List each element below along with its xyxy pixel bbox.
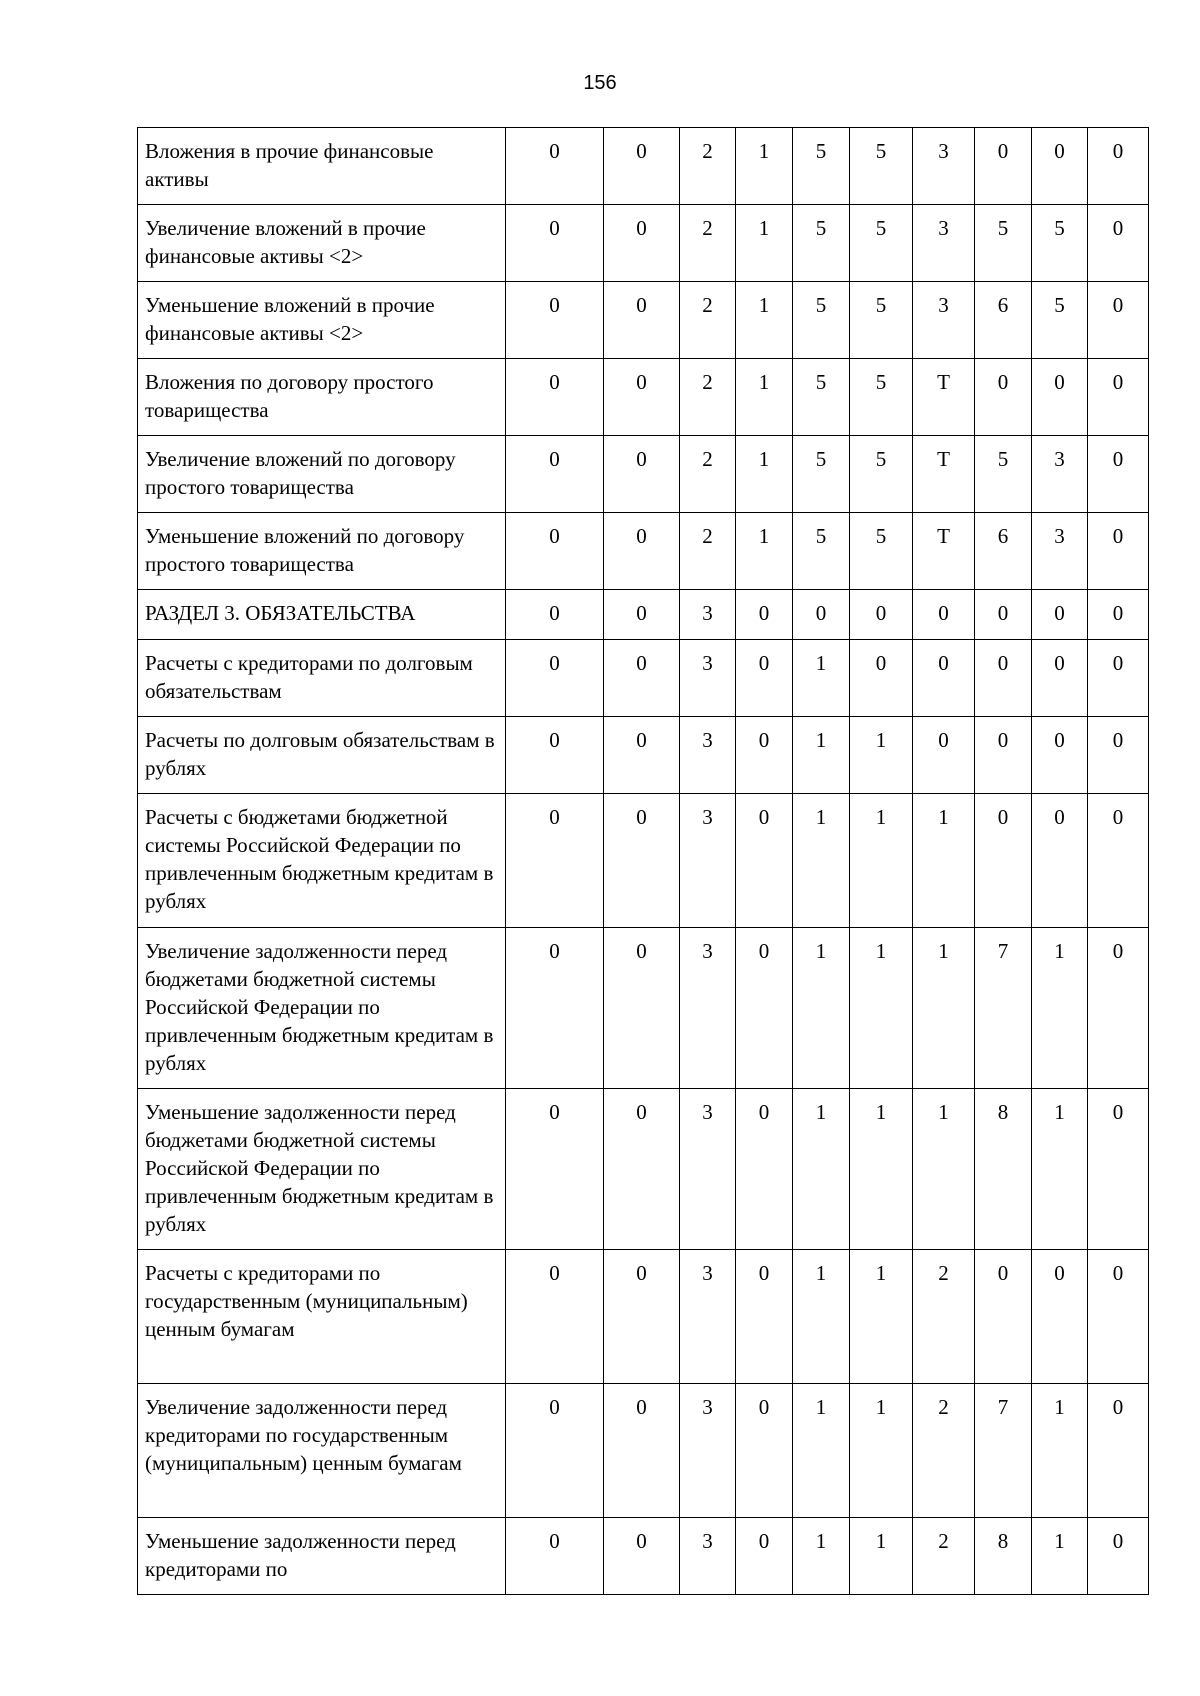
code-digit-cell: 1 [850,717,913,794]
code-digit-cell: 2 [913,1250,975,1384]
code-digit-cell: 0 [604,717,680,794]
code-digit-cell: 5 [793,282,850,359]
code-digit-cell: 0 [850,640,913,717]
code-digit-cell: 0 [506,513,604,590]
code-digit-cell: 3 [1032,436,1088,513]
code-digit-cell: Т [913,359,975,436]
code-digit-cell: 3 [1032,513,1088,590]
code-digit-cell: 0 [604,1089,680,1250]
code-digit-cell: 0 [506,717,604,794]
code-digit-cell: 1 [793,1089,850,1250]
account-name-cell: Вложения в прочие финансовые активы [138,128,506,205]
code-digit-cell: 0 [1088,640,1149,717]
code-digit-cell: 7 [975,1384,1032,1518]
code-digit-cell: 6 [975,513,1032,590]
table-row [138,1384,1149,1518]
code-digit-cell: 0 [506,1384,604,1518]
code-digit-cell: 1 [793,928,850,1089]
code-digit-cell: 2 [913,1384,975,1518]
table-row [138,359,1149,436]
account-name-cell: РАЗДЕЛ 3. ОБЯЗАТЕЛЬСТВА [138,590,506,640]
code-digit-cell: 2 [680,205,736,282]
table-row [138,794,1149,928]
account-name-cell: Расчеты с кредиторами по государственным (муниципальным) ценным бумагам [138,1250,506,1384]
code-digit-cell: 0 [506,205,604,282]
code-digit-cell: Т [913,436,975,513]
code-digit-cell: 0 [736,590,793,640]
account-name-cell: Увеличение вложений по договору простого товарищества [138,436,506,513]
code-digit-cell: 0 [1032,128,1088,205]
code-digit-cell: 5 [793,436,850,513]
code-digit-cell: 0 [736,1384,793,1518]
code-digit-cell: 1 [1032,928,1088,1089]
code-digit-cell: 1 [793,1384,850,1518]
code-digit-cell: 2 [680,513,736,590]
code-digit-cell: 5 [1032,282,1088,359]
code-digit-cell: 5 [1032,205,1088,282]
code-digit-cell: 0 [736,1089,793,1250]
account-name-cell: Уменьшение задолженности перед бюджетами бюджетной системы Российской Федерации по привлеченным бюджетным кредитам в рублях [138,1089,506,1250]
account-name-cell: Вложения по договору простого товарищества [138,359,506,436]
code-digit-cell: 3 [680,1518,736,1595]
table-row [138,928,1149,1089]
code-digit-cell: 0 [1032,717,1088,794]
code-digit-cell: 2 [680,128,736,205]
code-digit-cell: 0 [975,590,1032,640]
code-digit-cell: 0 [1032,1250,1088,1384]
code-digit-cell: 0 [736,928,793,1089]
code-digit-cell: 0 [913,717,975,794]
code-digit-cell: 5 [850,282,913,359]
code-digit-cell: 7 [975,928,1032,1089]
code-digit-cell: 0 [604,282,680,359]
code-digit-cell: 0 [1088,717,1149,794]
code-digit-cell: 2 [680,359,736,436]
code-digit-cell: 1 [793,1250,850,1384]
code-digit-cell: 5 [793,513,850,590]
code-digit-cell: 3 [680,928,736,1089]
code-digit-cell: 0 [1088,128,1149,205]
code-digit-cell: 0 [1088,282,1149,359]
table-body [138,128,1149,1595]
code-digit-cell: 1 [793,794,850,928]
code-digit-cell: 0 [1088,1089,1149,1250]
code-digit-cell: 1 [850,928,913,1089]
code-digit-cell: 1 [913,928,975,1089]
code-digit-cell: 0 [1088,205,1149,282]
code-digit-cell: 0 [1088,794,1149,928]
code-digit-cell: 0 [506,436,604,513]
code-digit-cell: 0 [1088,1518,1149,1595]
code-digit-cell: 0 [506,1518,604,1595]
code-digit-cell: 2 [680,282,736,359]
table-row [138,1250,1149,1384]
code-digit-cell: 0 [604,436,680,513]
code-digit-cell: 0 [604,513,680,590]
code-digit-cell: 8 [975,1518,1032,1595]
code-digit-cell: 1 [793,1518,850,1595]
account-name-cell: Уменьшение вложений в прочие финансовые активы <2> [138,282,506,359]
code-digit-cell: 1 [736,128,793,205]
code-digit-cell: 1 [850,1250,913,1384]
code-digit-cell: 0 [604,928,680,1089]
code-digit-cell: 0 [975,359,1032,436]
code-digit-cell: 6 [975,282,1032,359]
code-digit-cell: 1 [793,717,850,794]
code-digit-cell: 3 [680,794,736,928]
code-digit-cell: 5 [975,436,1032,513]
code-digit-cell: 0 [975,640,1032,717]
code-digit-cell: 0 [1088,928,1149,1089]
code-digit-cell: 3 [680,1384,736,1518]
code-digit-cell: 1 [850,1384,913,1518]
code-digit-cell: 3 [913,205,975,282]
code-digit-cell: Т [913,513,975,590]
code-digit-cell: 1 [1032,1089,1088,1250]
code-digit-cell: 1 [850,794,913,928]
code-digit-cell: 2 [680,436,736,513]
table-row [138,1089,1149,1250]
code-digit-cell: 0 [604,1250,680,1384]
code-digit-cell: 0 [975,717,1032,794]
account-name-cell: Увеличение задолженности перед бюджетами бюджетной системы Российской Федерации по привлеченным бюджетным кредитам в рублях [138,928,506,1089]
code-digit-cell: 1 [913,1089,975,1250]
code-digit-cell: 0 [1032,359,1088,436]
code-digit-cell: 0 [1032,640,1088,717]
code-digit-cell: 0 [604,205,680,282]
code-digit-cell: 0 [736,1518,793,1595]
table-row [138,590,1149,640]
code-digit-cell: 0 [604,359,680,436]
code-digit-cell: 0 [975,1250,1032,1384]
code-digit-cell: 2 [913,1518,975,1595]
code-digit-cell: 1 [736,282,793,359]
table-row [138,128,1149,205]
code-digit-cell: 0 [1088,1250,1149,1384]
code-digit-cell: 5 [793,128,850,205]
account-name-cell: Увеличение вложений в прочие финансовые активы <2> [138,205,506,282]
code-digit-cell: 1 [913,794,975,928]
table-row [138,282,1149,359]
code-digit-cell: 1 [1032,1384,1088,1518]
code-digit-cell: 3 [913,282,975,359]
code-digit-cell: 0 [736,1250,793,1384]
code-digit-cell: 0 [506,794,604,928]
code-digit-cell: 0 [736,640,793,717]
code-digit-cell: 5 [850,359,913,436]
code-digit-cell: 1 [793,640,850,717]
code-digit-cell: 0 [736,717,793,794]
code-digit-cell: 0 [1032,794,1088,928]
code-digit-cell: 0 [506,928,604,1089]
code-digit-cell: 0 [850,590,913,640]
account-name-cell: Расчеты с бюджетами бюджетной системы Российской Федерации по привлеченным бюджетным кредитам в рублях [138,794,506,928]
code-digit-cell: 3 [913,128,975,205]
code-digit-cell: 1 [850,1089,913,1250]
code-digit-cell: 0 [1088,436,1149,513]
code-digit-cell: 0 [1088,590,1149,640]
code-digit-cell: 1 [1032,1518,1088,1595]
code-digit-cell: 0 [604,640,680,717]
code-digit-cell: 0 [604,1384,680,1518]
code-digit-cell: 1 [736,436,793,513]
code-digit-cell: 0 [506,1089,604,1250]
code-digit-cell: 5 [850,205,913,282]
table-row [138,513,1149,590]
account-name-cell: Расчеты по долговым обязательствам в рублях [138,717,506,794]
code-digit-cell: 3 [680,717,736,794]
code-digit-cell: 0 [1088,513,1149,590]
account-name-cell: Уменьшение задолженности перед кредиторами по [138,1518,506,1595]
table-row [138,205,1149,282]
code-digit-cell: 5 [850,128,913,205]
code-digit-cell: 0 [913,640,975,717]
table-row [138,1518,1149,1595]
account-name-cell: Расчеты с кредиторами по долговым обязательствам [138,640,506,717]
code-digit-cell: 0 [736,794,793,928]
code-digit-cell: 0 [506,282,604,359]
page-number: 156 [583,72,617,94]
code-digit-cell: 3 [680,1250,736,1384]
code-digit-cell: 8 [975,1089,1032,1250]
account-name-cell: Уменьшение вложений по договору простого товарищества [138,513,506,590]
code-digit-cell: 0 [506,590,604,640]
code-digit-cell: 0 [506,128,604,205]
code-digit-cell: 0 [604,590,680,640]
code-digit-cell: 0 [1088,359,1149,436]
code-digit-cell: 1 [736,359,793,436]
code-digit-cell: 0 [975,128,1032,205]
code-digit-cell: 5 [850,513,913,590]
code-digit-cell: 0 [913,590,975,640]
code-digit-cell: 1 [736,513,793,590]
code-digit-cell: 0 [506,640,604,717]
table-row [138,717,1149,794]
code-digit-cell: 0 [604,794,680,928]
code-digit-cell: 0 [1088,1384,1149,1518]
code-digit-cell: 0 [506,359,604,436]
code-digit-cell: 0 [975,794,1032,928]
code-digit-cell: 3 [680,1089,736,1250]
code-digit-cell: 1 [736,205,793,282]
code-digit-cell: 1 [850,1518,913,1595]
code-digit-cell: 0 [604,1518,680,1595]
account-name-cell: Увеличение задолженности перед кредиторами по государственным (муниципальным) ценным бумагам [138,1384,506,1518]
code-digit-cell: 0 [793,590,850,640]
code-digit-cell: 0 [604,128,680,205]
account-codes-table [137,127,1149,1595]
code-digit-cell: 5 [793,359,850,436]
code-digit-cell: 0 [1032,590,1088,640]
code-digit-cell: 3 [680,640,736,717]
code-digit-cell: 5 [793,205,850,282]
table-row [138,640,1149,717]
code-digit-cell: 3 [680,590,736,640]
table-row [138,436,1149,513]
code-digit-cell: 5 [850,436,913,513]
code-digit-cell: 5 [975,205,1032,282]
code-digit-cell: 0 [506,1250,604,1384]
